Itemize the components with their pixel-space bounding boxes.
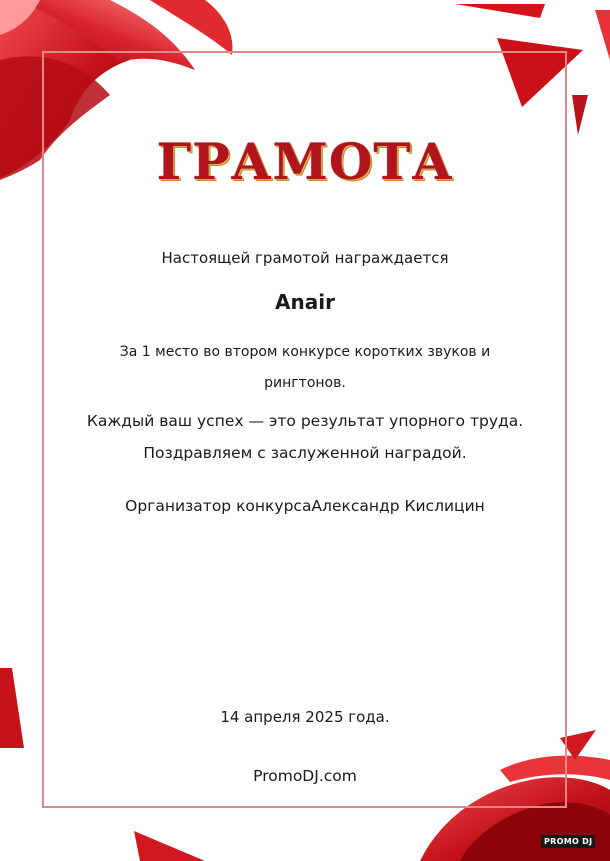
site-name: PromoDJ.com [253, 767, 357, 785]
promodj-logo: PROMO DJ [541, 835, 595, 848]
recipient-name: Anair [275, 290, 335, 314]
award-reason-line-1: За 1 место во втором конкурсе коротких звуков и [119, 344, 491, 360]
congratulation-line-2: Поздравляем с заслуженной наградой. [143, 444, 467, 462]
congratulation-text [0, 405, 610, 469]
awarded-text: Настоящей грамотой награждается [161, 249, 449, 267]
award-reason-line-2: рингтонов. [264, 375, 346, 391]
award-date: 14 апреля 2025 года. [220, 708, 390, 726]
organizer-signature: Организатор конкурсаАлександр Кислицин [125, 497, 485, 515]
award-reason [0, 337, 610, 399]
congratulation-line-1: Каждый ваш успех — это результат упорного труда. [86, 412, 524, 430]
certificate-title: ГРАМОТА [156, 132, 454, 191]
